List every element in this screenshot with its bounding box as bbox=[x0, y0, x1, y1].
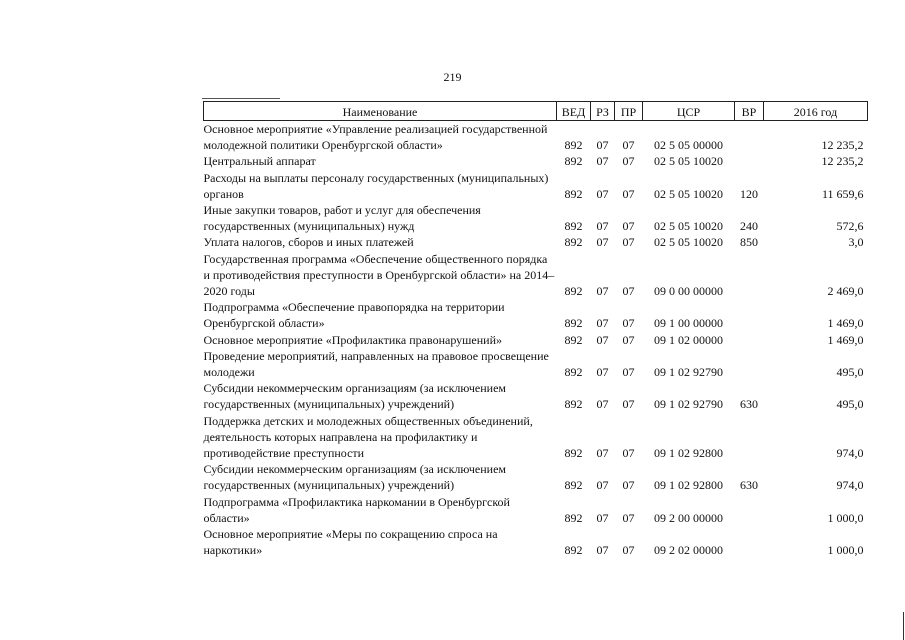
cell-ved: 892 bbox=[564, 478, 583, 493]
cell-vr: 240 bbox=[740, 219, 758, 234]
header-vr: ВР bbox=[735, 102, 764, 121]
cell-vr bbox=[735, 348, 764, 380]
cell-ved: 892 bbox=[564, 316, 583, 331]
table-row bbox=[204, 170, 868, 202]
cell-pr: 07 bbox=[622, 284, 635, 299]
cell-rz: 07 bbox=[596, 235, 609, 250]
cell-name: Основное мероприятие «Управление реализацией государственной молодежной политики Оренбургской области» bbox=[203, 122, 548, 153]
cell-rz: 07 bbox=[596, 186, 609, 201]
cell-pr: 07 bbox=[622, 316, 635, 331]
cell-csr: 09 2 02 00000 bbox=[654, 543, 723, 558]
cell-vr bbox=[735, 153, 764, 169]
cell-csr: 02 5 05 00000 bbox=[654, 138, 723, 153]
cell-pr: 07 bbox=[622, 510, 635, 525]
cell-csr: 02 5 05 10020 bbox=[654, 154, 723, 169]
cell-rz: 07 bbox=[596, 316, 609, 331]
cell-csr: 09 1 02 00000 bbox=[654, 332, 723, 347]
cell-csr: 02 5 05 10020 bbox=[654, 235, 723, 250]
cell-sum: 974,0 bbox=[836, 478, 864, 493]
cell-sum: 572,6 bbox=[836, 219, 864, 234]
cell-name: Субсидии некоммерческим организациям (за исключением государственных (муниципальных) учреждений) bbox=[203, 462, 507, 493]
table-row bbox=[204, 526, 868, 558]
table-row bbox=[204, 413, 868, 462]
cell-ved: 892 bbox=[564, 154, 583, 169]
cell-ved: 892 bbox=[564, 138, 583, 153]
cell-name: Государственная программа «Обеспечение общественного порядка и противодействия преступности в Оренбургской области» на 2014–2020 годы bbox=[203, 251, 555, 299]
cell-rz: 07 bbox=[596, 332, 609, 347]
header-name: Наименование bbox=[204, 102, 557, 121]
table-row bbox=[204, 251, 868, 300]
cell-ved: 892 bbox=[564, 365, 583, 380]
budget-table bbox=[203, 101, 868, 558]
cell-vr bbox=[735, 332, 764, 348]
cell-csr: 09 2 00 00000 bbox=[654, 510, 723, 525]
header-ved: ВЕД bbox=[557, 102, 591, 121]
cell-ved: 892 bbox=[564, 235, 583, 250]
cell-rz: 07 bbox=[596, 154, 609, 169]
cell-pr: 07 bbox=[622, 543, 635, 558]
cell-name: Проведение мероприятий, направленных на правовое просвещение молодежи bbox=[203, 348, 549, 380]
cell-sum: 12 235,2 bbox=[821, 138, 864, 153]
cell-name: Подпрограмма «Профилактика наркомании в Оренбургской области» bbox=[203, 494, 510, 525]
cell-csr: 09 1 02 92790 bbox=[654, 397, 723, 412]
cell-rz: 07 bbox=[596, 284, 609, 299]
cell-name: Подпрограмма «Обеспечение правопорядка на территории Оренбургской области» bbox=[203, 300, 505, 331]
cell-vr bbox=[735, 526, 764, 558]
table-row bbox=[204, 461, 868, 493]
cell-sum: 974,0 bbox=[836, 446, 864, 461]
table-row bbox=[204, 332, 868, 348]
cell-vr: 120 bbox=[740, 186, 758, 201]
cell-sum: 3,0 bbox=[848, 235, 864, 250]
cell-vr: 630 bbox=[740, 478, 758, 493]
page-number: 219 bbox=[443, 70, 462, 84]
cell-name: Расходы на выплаты персоналу государственных (муниципальных) органов bbox=[203, 170, 549, 201]
scan-artifact-line bbox=[202, 98, 280, 99]
cell-csr: 02 5 05 10020 bbox=[654, 186, 723, 201]
cell-name: Субсидии некоммерческим организациям (за исключением государственных (муниципальных) учреждений) bbox=[203, 381, 507, 412]
header-year: 2016 год bbox=[764, 102, 868, 121]
cell-rz: 07 bbox=[596, 478, 609, 493]
header-rz: РЗ bbox=[591, 102, 615, 121]
cell-vr bbox=[735, 121, 764, 154]
cell-csr: 09 1 02 92800 bbox=[654, 446, 723, 461]
cell-sum: 1 469,0 bbox=[827, 316, 864, 331]
cell-csr: 09 1 02 92800 bbox=[654, 478, 723, 493]
cell-csr: 09 1 02 92790 bbox=[654, 365, 723, 380]
cell-vr bbox=[735, 413, 764, 462]
cell-ved: 892 bbox=[564, 284, 583, 299]
cell-vr bbox=[735, 251, 764, 300]
cell-pr: 07 bbox=[622, 397, 635, 412]
cell-name: Уплата налогов, сборов и иных платежей bbox=[203, 235, 414, 250]
cell-vr bbox=[735, 494, 764, 526]
cell-csr: 02 5 05 10020 bbox=[654, 219, 723, 234]
cell-rz: 07 bbox=[596, 510, 609, 525]
cell-ved: 892 bbox=[564, 219, 583, 234]
cell-csr: 09 1 00 00000 bbox=[654, 316, 723, 331]
table-row bbox=[204, 202, 868, 234]
cell-ved: 892 bbox=[564, 510, 583, 525]
cell-sum: 495,0 bbox=[836, 365, 864, 380]
cell-sum: 11 659,6 bbox=[821, 186, 864, 201]
header-pr: ПР bbox=[615, 102, 643, 121]
cell-pr: 07 bbox=[622, 332, 635, 347]
cell-ved: 892 bbox=[564, 397, 583, 412]
cell-rz: 07 bbox=[596, 543, 609, 558]
cell-name: Иные закупки товаров, работ и услуг для обеспечения государственных (муниципальных) нужд bbox=[203, 203, 481, 234]
cell-rz: 07 bbox=[596, 397, 609, 412]
cell-pr: 07 bbox=[622, 186, 635, 201]
cell-rz: 07 bbox=[596, 138, 609, 153]
cell-vr: 630 bbox=[740, 397, 758, 412]
cell-pr: 07 bbox=[622, 478, 635, 493]
cell-name: Основное мероприятие «Профилактика правонарушений» bbox=[203, 332, 502, 347]
cell-pr: 07 bbox=[622, 154, 635, 169]
cell-vr: 850 bbox=[740, 235, 758, 250]
cell-ved: 892 bbox=[564, 543, 583, 558]
cell-csr: 09 0 00 00000 bbox=[654, 284, 723, 299]
cell-sum: 2 469,0 bbox=[827, 284, 864, 299]
table-row bbox=[204, 348, 868, 380]
cell-ved: 892 bbox=[564, 186, 583, 201]
cell-name: Основное мероприятие «Меры по сокращению спроса на наркотики» bbox=[203, 527, 498, 558]
cell-rz: 07 bbox=[596, 446, 609, 461]
cell-sum: 495,0 bbox=[836, 397, 864, 412]
table-row bbox=[204, 299, 868, 331]
table-row bbox=[204, 153, 868, 169]
cell-sum: 1 000,0 bbox=[827, 543, 864, 558]
cell-pr: 07 bbox=[622, 365, 635, 380]
table-row bbox=[204, 121, 868, 154]
cell-sum: 1 000,0 bbox=[827, 510, 864, 525]
table-row bbox=[204, 494, 868, 526]
cell-rz: 07 bbox=[596, 219, 609, 234]
page-edge-mark bbox=[903, 612, 904, 640]
cell-pr: 07 bbox=[622, 235, 635, 250]
cell-pr: 07 bbox=[622, 219, 635, 234]
cell-sum: 12 235,2 bbox=[821, 154, 864, 169]
cell-rz: 07 bbox=[596, 365, 609, 380]
table-body bbox=[204, 121, 868, 559]
cell-name: Центральный аппарат bbox=[203, 154, 316, 169]
cell-sum: 1 469,0 bbox=[827, 332, 864, 347]
cell-pr: 07 bbox=[622, 446, 635, 461]
table-row bbox=[204, 234, 868, 250]
cell-name: Поддержка детских и молодежных общественных объединений, деятельность которых направлена на профилактику и противодействие преступности bbox=[203, 413, 533, 461]
cell-ved: 892 bbox=[564, 332, 583, 347]
table-row bbox=[204, 380, 868, 412]
cell-pr: 07 bbox=[622, 138, 635, 153]
cell-vr bbox=[735, 299, 764, 331]
cell-ved: 892 bbox=[564, 446, 583, 461]
table-header-row bbox=[204, 102, 868, 121]
header-csr: ЦСР bbox=[643, 102, 735, 121]
